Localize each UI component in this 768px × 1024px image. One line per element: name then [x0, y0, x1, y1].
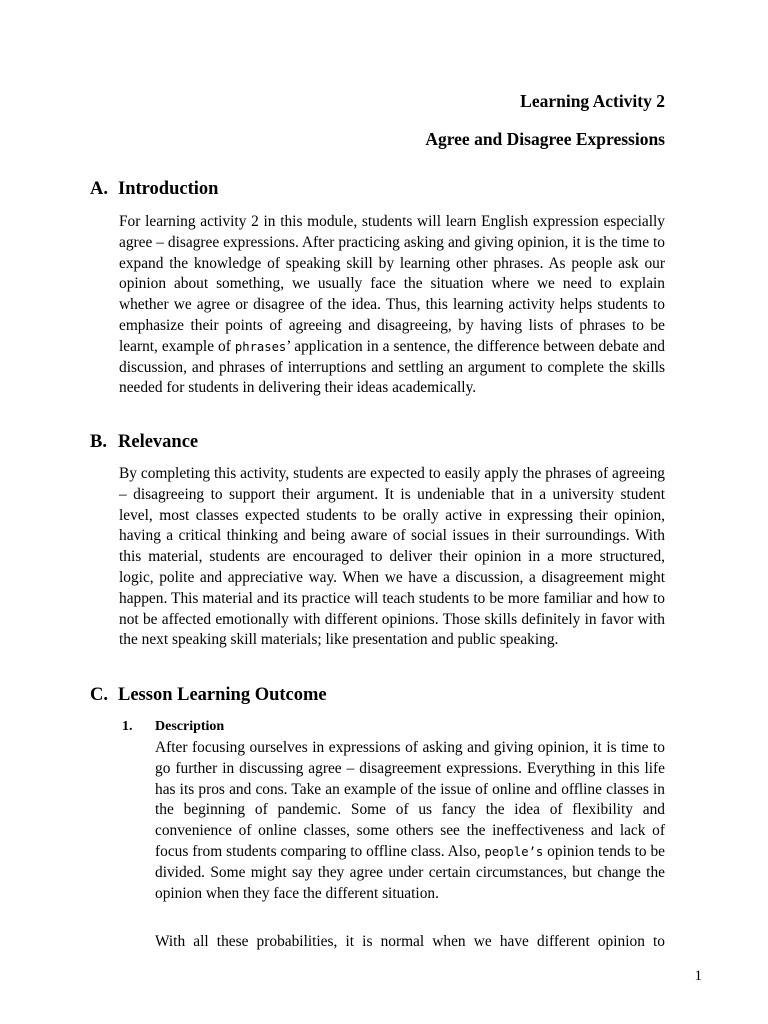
page-number: 1 [694, 968, 702, 984]
section-b-letter: B. [90, 432, 107, 452]
introduction-paragraph [119, 212, 665, 399]
description-paragraph-2: With all these probabilities, it is normal when we have different opinion to [155, 933, 665, 950]
section-a-heading [90, 177, 218, 201]
section-c-letter: C. [90, 685, 108, 705]
document-title: Learning Activity 2 [520, 91, 665, 111]
description-text-part-2: opinion tends to be divided. Some might say they agree under certain circumstances, but change the opinion when they face the different situation. [155, 842, 665, 902]
section-b-heading [90, 430, 198, 454]
description-text-part-1: After focusing ourselves in expressions of asking and giving opinion, it is time to go further in discussing agree – disagreement expressions. Everything in this life has its pros and cons. Take an example of the issue of online and offline classes in the beginning of pandemic. Some of us fancy the idea of flexibility and convenience of online classes, some others see the ineffectiveness and lack of focus from students comparing to offline class. Also, [155, 739, 665, 860]
title-block [425, 90, 665, 150]
introduction-mono-word: phrases [234, 339, 287, 354]
description-subheading [122, 718, 224, 736]
description-title: Description [155, 719, 225, 734]
relevance-paragraph: By completing this activity, students are expected to easily apply the phrases of agreeing – disagreeing to support their argument. It is undeniable that in a university student level, most classes expected students to be orally active in expressing their opinion, having a critical thinking and being aware of social issues in their surroundings. With this material, students are encouraged to deliver their opinion in a more structured, logic, polite and appreciative way. When we have a discussion, a disagreement might happen. This material and its practice will teach students to be more familiar and how to not be affected emotionally with different opinions. Those skills definitely in favor with the next speaking skill materials; like presentation and public speaking. [119, 465, 665, 649]
introduction-text-part-1: For learning activity 2 in this module, students will learn English expression especially agree – disagree expressions. After practicing asking and giving opinion, it is the time to expand the knowledge of speaking skill by learning other phrases. As people ask our opinion about something, we usually face the situation where we need to explain whether we agree or disagree of the idea. Thus, this learning activity helps students to emphasize their points of agreeing and disagreeing, by having lists of phrases to be learnt, example of [119, 213, 665, 355]
section-b-title: Relevance [118, 432, 199, 452]
description-mono-word: people’s [484, 844, 544, 859]
description-number: 1. [122, 719, 133, 734]
introduction-text-part-2: ’ application in a sentence, the difference between debate and discussion, and phrases of interruptions and settling an argument to complete the skills needed for students in delivering their ideas academically. [119, 337, 665, 397]
section-c-title: Lesson Learning Outcome [118, 685, 327, 705]
section-c-heading [90, 683, 327, 707]
section-a-title: Introduction [118, 179, 219, 199]
section-a-letter: A. [90, 179, 108, 199]
document-subtitle: Agree and Disagree Expressions [425, 129, 665, 149]
description-paragraph [155, 738, 665, 904]
